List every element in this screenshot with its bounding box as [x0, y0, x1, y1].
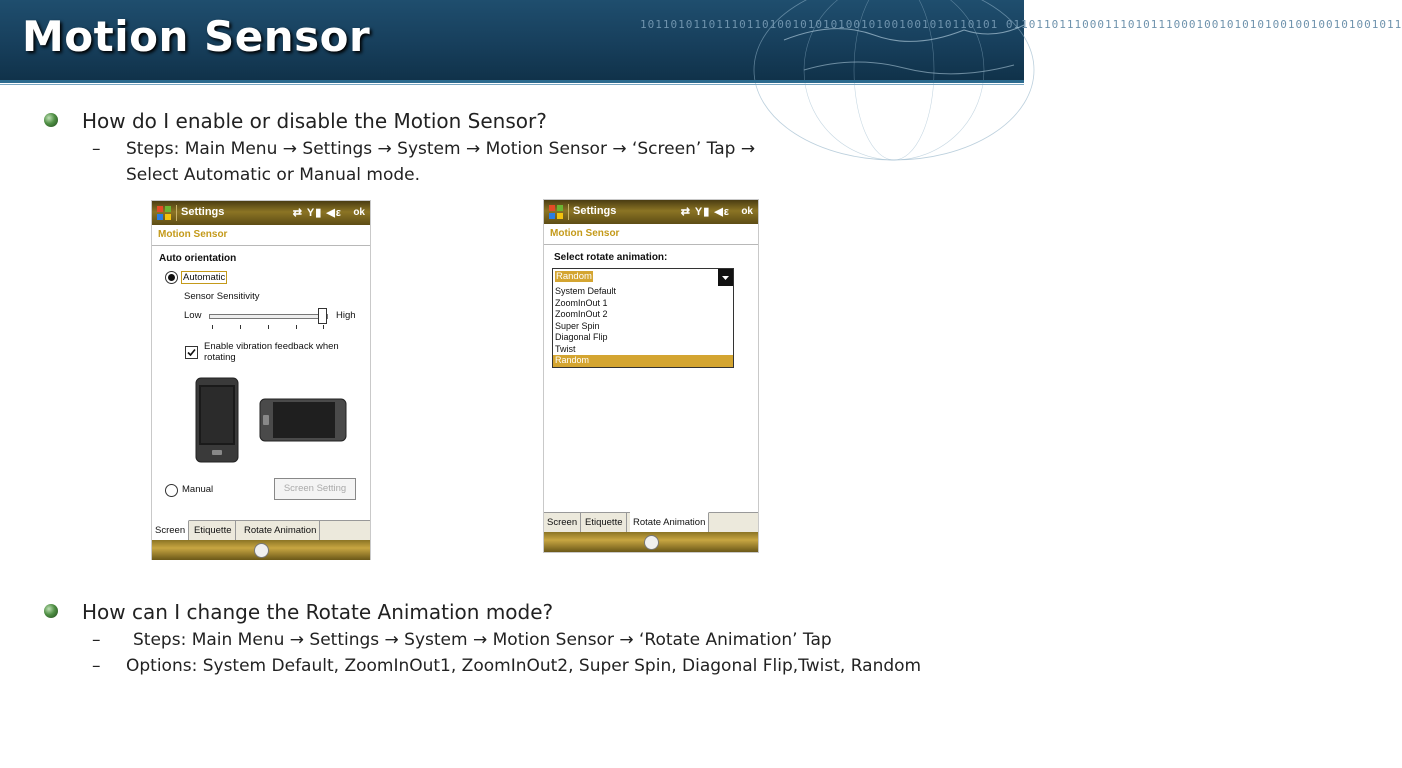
status-icons: ⇄ Y▮ ◀ε [292, 207, 342, 219]
windows-start-icon[interactable] [155, 204, 173, 222]
page-title: Motion Sensor [22, 12, 371, 61]
sensitivity-label: Sensor Sensitivity [184, 291, 260, 302]
vibration-label[interactable]: Enable vibration feedback when rotating [204, 341, 339, 363]
question-1: How do I enable or disable the Motion Sensor? [82, 109, 547, 133]
app-title: Settings [573, 205, 617, 217]
tab-rotate-animation[interactable]: Rotate Animation [630, 512, 709, 532]
title-separator [176, 205, 177, 221]
checkmark-icon [186, 347, 197, 358]
screen-setting-button[interactable]: Screen Setting [274, 478, 356, 500]
chevron-down-icon [718, 269, 733, 286]
option-system-default[interactable]: System Default [555, 286, 617, 296]
slider-thumb[interactable] [318, 308, 327, 324]
tab-bar [544, 512, 758, 533]
dash-marker: – [92, 630, 101, 650]
steps-line: Steps: Main Menu → Settings → System → Motion Sensor → ‘Rotate Animation’ Tap [133, 630, 832, 650]
slider-tick [212, 325, 213, 329]
tab-etiquette[interactable]: Etiquette [191, 521, 236, 540]
radio-dot [168, 274, 175, 281]
select-animation-label: Select rotate animation: [554, 252, 668, 263]
question-2: How can I change the Rotate Animation mode? [82, 600, 554, 624]
phone-bottom-bar [152, 540, 370, 560]
tab-etiquette[interactable]: Etiquette [582, 513, 627, 532]
bullet-icon [44, 113, 58, 127]
option-diagonal-flip[interactable]: Diagonal Flip [555, 332, 608, 342]
binary-decoration: 10110101101110110100101010100101001001010110101 0110110111000111010111000100101010100100100101001011 [640, 18, 1402, 31]
settings-header: Motion Sensor [544, 224, 758, 245]
slider-tick [296, 325, 297, 329]
options-line: Options: System Default, ZoomInOut1, ZoomInOut2, Super Spin, Diagonal Flip,Twist, Random [126, 656, 922, 676]
automatic-label[interactable]: Automatic [183, 272, 226, 283]
title-separator [568, 204, 569, 220]
option-zoominout-1[interactable]: ZoomInOut 1 [555, 297, 608, 308]
tab-screen[interactable]: Screen [544, 513, 581, 532]
option-twist[interactable]: Twist [555, 343, 576, 354]
option-zoominout-2[interactable]: ZoomInOut 2 [555, 309, 608, 319]
phone-title-bar [152, 201, 370, 225]
dash-marker: – [92, 139, 101, 159]
manual-label[interactable]: Manual [182, 484, 214, 495]
status-icons: ⇄ Y▮ ◀ε [680, 206, 730, 218]
tab-screen[interactable]: Screen [152, 520, 189, 540]
dropdown-selected-value: Random [556, 271, 592, 282]
steps-line-2: Select Automatic or Manual mode. [126, 165, 421, 185]
high-label: High [336, 310, 356, 321]
auto-orientation-label: Auto orientation [159, 253, 237, 264]
low-label: Low [184, 310, 202, 321]
steps-line-1: Steps: Main Menu → Settings → System → Motion Sensor → ‘Screen’ Tap → [126, 139, 756, 159]
app-title: Settings [181, 206, 225, 218]
slider-ticks [212, 325, 324, 329]
globe-decoration [744, 0, 1044, 120]
dropdown-arrow-button[interactable] [718, 269, 733, 286]
phone-title-bar [544, 200, 758, 224]
ok-button[interactable]: ok [741, 206, 753, 217]
phone-bottom-bar [544, 532, 758, 552]
vibration-checkbox[interactable] [185, 346, 198, 359]
tab-rotate-animation[interactable]: Rotate Animation [241, 521, 320, 540]
keyboard-icon[interactable] [254, 543, 269, 558]
ok-button[interactable]: ok [353, 207, 365, 218]
dropdown-list [552, 286, 734, 368]
automatic-radio[interactable] [165, 271, 178, 284]
settings-header: Motion Sensor [152, 225, 370, 246]
keyboard-icon[interactable] [644, 535, 659, 550]
slider-tick [240, 325, 241, 329]
bullet-icon [44, 604, 58, 618]
banner-divider-thin [0, 84, 1024, 85]
slider-tick [268, 325, 269, 329]
windows-start-icon[interactable] [547, 203, 565, 221]
screen-settings-screenshot [151, 200, 371, 560]
slider-track[interactable] [209, 314, 328, 319]
phone-landscape-illustration [259, 398, 347, 442]
banner-divider [0, 80, 1024, 83]
option-super-spin[interactable]: Super Spin [555, 320, 600, 331]
manual-radio[interactable] [165, 484, 178, 497]
dash-marker: – [92, 656, 101, 676]
tab-bar [152, 520, 370, 541]
phone-portrait-illustration [195, 377, 239, 463]
animation-dropdown[interactable] [552, 268, 734, 287]
option-random[interactable]: Random [553, 355, 733, 367]
slider-tick [323, 325, 324, 329]
rotate-animation-screenshot [543, 199, 759, 553]
